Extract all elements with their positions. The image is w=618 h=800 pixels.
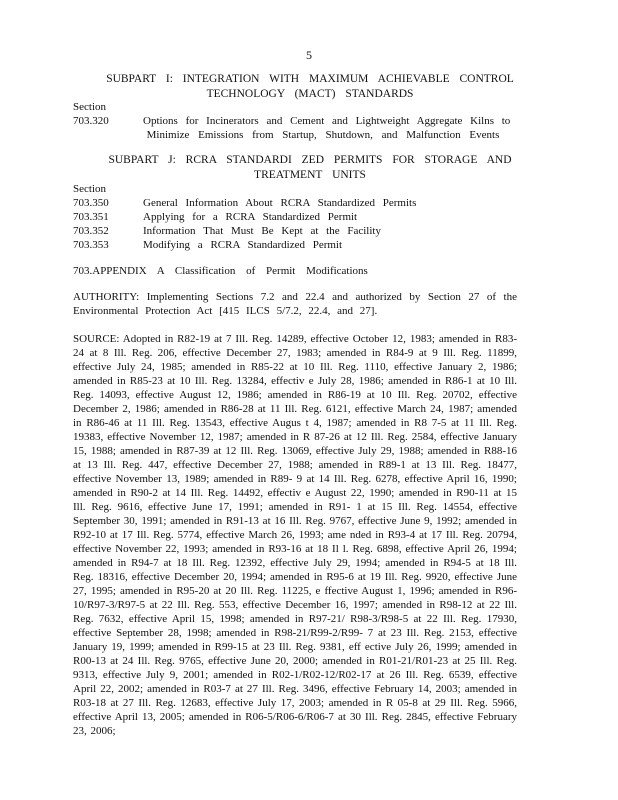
authority-paragraph: AUTHORITY: Implementing Sections 7.2 and 22.4 and authorized by Section 27 of the Environmental Protection Act [415 ILCS 5/7.2, 22.4, and 27]. — [73, 291, 517, 317]
section-title: Information That Must Be Kept at the Facility — [143, 225, 381, 237]
section-number: 703.320 — [73, 115, 109, 127]
section-number: 703.350 — [73, 197, 109, 209]
section-number: 703.351 — [73, 211, 109, 223]
section-title: Applying for a RCRA Standardized Permit — [143, 211, 358, 223]
page-number: 5 — [306, 48, 312, 62]
subpart-j-title-line1: SUBPART J: RCRA STANDARDI ZED PERMITS FOR STORAGE AND — [108, 154, 512, 166]
section-title: Modifying a RCRA Standardized Permit — [143, 239, 343, 251]
section-label: Section — [73, 101, 106, 113]
subpart-i-title-line1: SUBPART I: INTEGRATION WITH MAXIMUM ACHIEVABLE CONTROL — [106, 73, 514, 85]
section-number: 703.352 — [73, 225, 109, 237]
section-title: General Information About RCRA Standardized Permits — [143, 197, 417, 209]
section-title-continued: Minimize Emissions from Startup, Shutdown, and Malfunction Events — [146, 129, 500, 141]
section-title: Options for Incinerators and Cement and Lightweight Aggregate Kilns to — [143, 115, 511, 127]
section-label: Section — [73, 183, 106, 195]
section-number: 703.353 — [73, 239, 109, 251]
appendix-line: 703.APPENDIX A Classification of Permit Modifications — [73, 265, 368, 277]
source-paragraph: SOURCE: Adopted in R82-19 at 7 Ill. Reg. 14289, effective October 12, 1983; amended in R83-24 at 8 Ill. Reg. 206, effective December 27, 1983; amended in R84-9 at 9 Ill. Reg. 11899, effective July 24, 1985; amended in R85-22 at 10 Ill. Reg. 1110, effective January 2, 1986; amended in R85-23 at 10 Ill. Reg. 13284, effectiv e July 28, 1986; amended in R86-1 at 10 Ill. Reg. 14093, effective August 12, 1986; amended in R86-19 at 10 Ill. Reg. 20702, effective December 2, 1986; amended in R86-28 at 11 Ill. Reg. 6121, effective March 24, 1987; amended in R86-46 at 11 Ill. Reg. 13543, effective Augus t 4, 1987; amended in R8 7-5 at 11 Ill. Reg. 19383, effective November 12, 1987; amended in R 87-26 at 12 Ill. Reg. 2584, effective January 15, 1988; amended in R87-39 at 12 Ill. Reg. 13069, effective July 29, 1988; amended in R88-16 at 13 Ill. Reg. 447, effective December 27, 1988; amended in R89-1 at 13 Ill. Reg. 18477, effective November 13, 1989; amended in R89- 9 at 14 Ill. Reg. 6278, effective April 16, 1990; amended in R90-2 at 14 Ill. Reg. 14492, effectiv e August 22, 1990; amended in R90-11 at 15 Ill. Reg. 9616, effective June 17, 1991; amended in R91- 1 at 15 Ill. Reg. 14554, effective September 30, 1991; amended in R91-13 at 16 Ill. Reg. 9767, effective June 9, 1992; amended in R92-10 at 17 Ill. Reg. 5774, effective March 26, 1993; ame nded in R93-4 at 17 Ill. Reg. 20794, effective November 22, 1993; amended in R93-16 at 18 Il l. Reg. 6898, effective April 26, 1994; amended in R94-7 at 18 Ill. Reg. 12392, effective July 29, 1994; amended in R94-5 at 18 Ill. Reg. 18316, effective December 20, 1994; amended in R95-6 at 19 Ill. Reg. 9920, effective June 27, 1995; amended in R95-20 at 20 Ill. Reg. 11225, e ffective August 1, 1996; amended in R96-10/R97-3/R97-5 at 22 Ill. Reg. 553, effective December 16, 1997; amended in R98-12 at 22 Ill. Reg. 7632, effective April 15, 1998; amended in R97-21/ R98-3/R98-5 at 22 Ill. Reg. 17930, effective September 28, 1998; amended in R98-21/R99-2/R99- 7 at 23 Ill. Reg. 2153, effective January 19, 1999; amended in R99-15 at 23 Ill. Reg. 9381, eff ective July 26, 1999; amended in R00-13 at 24 Ill. Reg. 9765, effective June 20, 2000; amended in R01-21/R01-23 at 25 Ill. Reg. 9313, effective July 9, 2001; amended in R02-1/R02-12/R02-17 at 26 Ill. Reg. 6539, effective April 22, 2002; amended in R03-7 at 27 Ill. Reg. 3496, effective February 14, 2003; amended in R03-18 at 27 Ill. Reg. 12683, effective July 17, 2003; amended in R 05-8 at 29 Ill. Reg. 5966, effective April 13, 2005; amended in R06-5/R06-6/R06-7 at 30 Ill. Reg. 2845, effective February 23, 2006; — [73, 333, 517, 737]
subpart-i-title-line2: TECHNOLOGY (MACT) STANDARDS — [206, 88, 414, 100]
subpart-j-title-line2: TREATMENT UNITS — [254, 169, 366, 181]
